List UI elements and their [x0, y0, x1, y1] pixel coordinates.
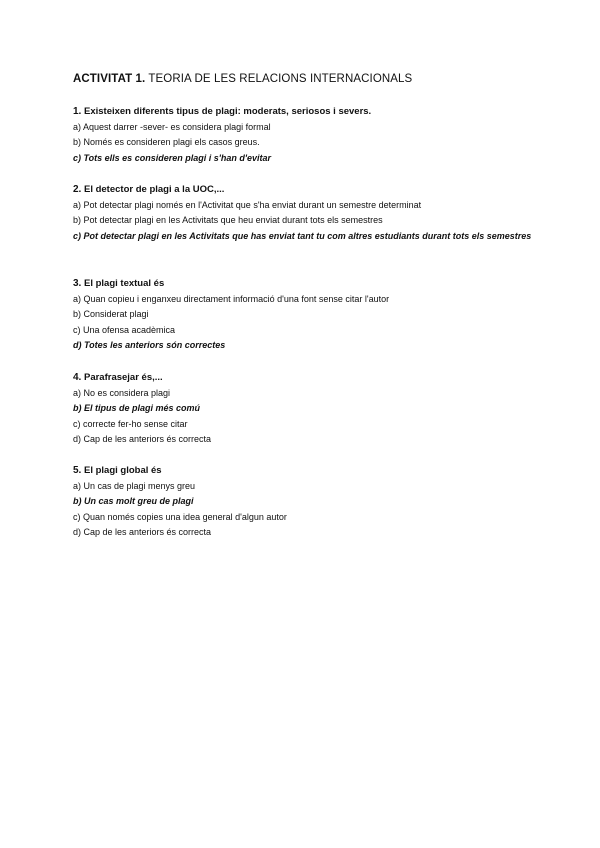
question-4-number: 4.: [73, 372, 82, 383]
question-1: [73, 104, 533, 166]
question-5-option-a: a) Un cas de plagi menys greu: [73, 480, 196, 491]
question-2-text: El detector de plagi a la UOC,...: [81, 184, 225, 195]
question-3-title: [73, 276, 533, 292]
question-3-number: 3.: [73, 278, 82, 289]
question-4-title: [73, 370, 533, 386]
question-4: [73, 370, 533, 448]
question-2-title: [73, 182, 533, 198]
question-5: [73, 463, 533, 541]
question-3: [73, 276, 533, 354]
question-3-text: El plagi textual és: [81, 278, 165, 289]
question-2: [73, 182, 533, 244]
question-4-option-b: b) El tipus de plagi més comú: [73, 403, 201, 413]
question-1-number: 1.: [73, 106, 82, 117]
question-4-text: Parafrasejar és,...: [81, 372, 163, 383]
question-1-title: [73, 104, 533, 120]
page-title: [73, 73, 412, 85]
question-2-number: 2.: [73, 184, 82, 195]
question-3-option-c: c) Una ofensa acadèmica: [73, 324, 176, 335]
page-title-prefix: ACTIVITAT 1.: [73, 73, 146, 85]
question-5-title: [73, 463, 533, 479]
page-title-text: TEORIA DE LES RELACIONS INTERNACIONALS: [145, 73, 413, 85]
question-5-option-b: b) Un cas molt greu de plagi: [73, 496, 194, 506]
question-4-option-c: c) correcte fer-ho sense citar: [73, 418, 188, 429]
question-2-option-b: b) Pot detectar plagi en les Activitats que heu enviat durant tots els semestres: [73, 215, 383, 225]
question-2-option-a: a) Pot detectar plagi només en l'Activitat que s'ha enviat durant un semestre determinat: [73, 199, 422, 210]
question-3-option-b: b) Considerat plagi: [73, 309, 149, 319]
question-5-number: 5.: [73, 465, 82, 476]
question-1-option-c: c) Tots ells es consideren plagi i s'han d'evitar: [73, 152, 272, 163]
question-4-option-d: d) Cap de les anteriors és correcta: [73, 434, 212, 444]
question-1-option-a: a) Aquest darrer -sever- es considera plagi formal: [73, 121, 271, 132]
question-3-option-d: d) Totes les anteriors són correctes: [73, 340, 226, 350]
question-5-text: El plagi global és: [81, 465, 162, 476]
question-1-text: Existeixen diferents tipus de plagi: moderats, seriosos i severs.: [81, 106, 372, 117]
question-5-option-c: c) Quan només copies una idea general d'algun autor: [73, 511, 287, 522]
question-4-option-a: a) No es considera plagi: [73, 387, 171, 398]
question-3-option-a: a) Quan copieu i enganxeu directament informació d'una font sense citar l'autor: [73, 293, 390, 304]
question-2-option-c: c) Pot detectar plagi en les Activitats que has enviat tant tu com altres estudiants durant tots els semestres: [73, 230, 532, 241]
question-5-option-d: d) Cap de les anteriors és correcta: [73, 527, 212, 537]
question-1-option-b: b) Només es consideren plagi els casos greus.: [73, 137, 260, 147]
